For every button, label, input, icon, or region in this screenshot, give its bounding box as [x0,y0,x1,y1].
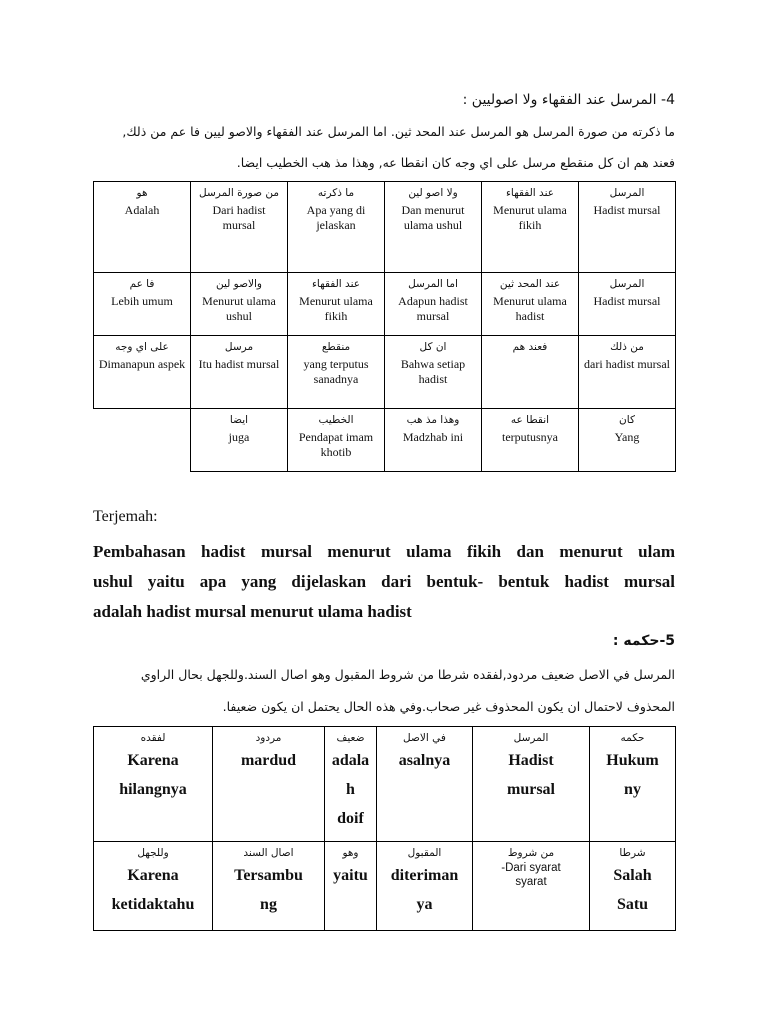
arabic-term: مردود [255,732,282,744]
arabic-term: الخطيب [318,414,354,426]
latin-translation: Hadist mursal [593,294,661,308]
latin-translation: Menurut ulama hadist [493,294,567,323]
table-cell [590,842,676,931]
arabic-term: ولا اصو لين [408,187,458,199]
arabic-term: والاصو لين [215,278,262,290]
latin-translation: Dari syarat- [501,862,561,874]
table-cell [579,182,676,273]
section-4-line-2: فعند هم ان كل منقطع مرسل على اي وجه كان انقطا عه, وهذا مذ هب الخطيب ايضا. [236,155,675,170]
section-5-line-2: المحذوف لاحتمال ان يكون المحذوف غير صحاب.وفي هذه الحال يحتمل ان يكون ضعيفا. [222,699,675,714]
table-cell [94,842,213,931]
vocabulary-table-2 [93,726,676,931]
latin-translation: Yang [614,430,640,444]
arabic-term: منقطع [321,341,351,353]
latin-translation: ng [260,896,277,913]
latin-translation: Adalah [124,203,160,217]
table-cell [213,727,325,842]
translation-paragraph [93,537,675,627]
arabic-term: في الاصل [403,732,446,744]
latin-translation: ya [416,896,433,913]
table-cell [385,182,482,273]
translation-line: adalah hadist mursal menurut ulama hadist [93,602,412,621]
latin-translation: juga [228,430,250,444]
table-cell [288,409,385,472]
latin-translation: Hadist [508,752,554,769]
table-cell [385,409,482,472]
table-cell [94,727,213,842]
table-cell [94,182,191,273]
arabic-term: انقطا عه [510,414,550,426]
latin-translation: Apa yang di jelaskan [306,203,366,232]
arabic-term: من ذلك [610,341,644,353]
latin-translation: adala [331,752,370,769]
translation-title: Terjemah: [93,508,158,525]
latin-translation: syarat [515,876,547,888]
arabic-term: لفقده [140,732,166,744]
arabic-term: من صورة المرسل [199,187,279,199]
latin-translation: dari hadist mursal [584,357,670,371]
arabic-term: عند المحد ثين [499,278,561,290]
table-cell [579,409,676,472]
table-cell [325,727,377,842]
latin-translation: Madzhab ini [402,430,464,444]
table-row [94,727,676,842]
arabic-term: اما المرسل [408,278,458,290]
translation-line: Pembahasan hadist mursal menurut ulama fikih dan menurut ulam [93,542,675,561]
latin-translation: Menurut ulama fikih [493,203,567,232]
arabic-term: فعند هم [512,341,548,353]
latin-translation: diteriman [390,867,459,884]
latin-translation: Salah [613,867,652,884]
latin-translation: doif [337,810,364,827]
latin-translation: terputusnya [502,430,558,444]
latin-translation: Menurut ulama ushul [202,294,276,323]
table-cell [94,336,191,409]
section-4-line-1: ما ذكرته من صورة المرسل هو المرسل عند المحد ثين. اما المرسل عند الفقهاء والاصو ليين فا عم من ذلك, [122,124,675,139]
table-row [94,182,676,273]
table-cell [288,273,385,336]
latin-translation: Karena [127,752,179,769]
arabic-term: عند الفقهاء [312,278,360,290]
arabic-term: على اي وجه [115,341,169,353]
arabic-term: وللجهل [137,847,169,859]
latin-translation: Adapun hadist mursal [398,294,468,323]
table-cell [191,336,288,409]
arabic-term: المرسل [609,187,645,199]
arabic-term: ان كل [419,341,447,353]
table-cell [288,182,385,273]
table-row [94,273,676,336]
arabic-term: المرسل [609,278,645,290]
latin-translation: Dimanapun aspek [98,357,186,371]
latin-translation: Dan menurut ulama ushul [401,203,465,232]
arabic-term: حكمه [620,732,645,744]
table-cell [385,273,482,336]
arabic-term: ايضا [229,414,249,426]
table-cell [288,336,385,409]
table-cell [579,336,676,409]
table-cell [191,273,288,336]
table-cell [473,842,590,931]
table-cell [94,273,191,336]
table-cell [579,273,676,336]
arabic-term: وهو [342,847,359,859]
latin-translation: mursal [507,781,555,798]
latin-translation: Satu [616,896,649,913]
latin-translation: ketidaktahu [111,896,195,913]
latin-translation: yang terputus sanadnya [303,357,369,386]
latin-translation: Itu hadist mursal [198,357,280,371]
latin-translation: Menurut ulama fikih [299,294,373,323]
latin-translation: hilangnya [119,781,187,798]
section-5-heading: 5-حكمه : [612,633,675,649]
arabic-term: عند الفقهاء [506,187,554,199]
arabic-term: كان [619,414,635,426]
latin-translation: h [346,781,355,798]
table-cell [482,336,579,409]
arabic-term: ضعيف [336,732,365,744]
table-row [94,409,676,472]
latin-translation: mardud [240,752,297,769]
table-cell [590,727,676,842]
latin-translation: ny [624,781,641,798]
arabic-term: اصال السند [243,847,294,859]
section-4-heading: 4- المرسل عند الفقهاء ولا اصوليين : [462,92,675,108]
arabic-term: ما ذكرته [317,187,355,199]
table-cell [325,842,377,931]
arabic-term: المرسل [513,732,549,744]
table-cell [482,182,579,273]
latin-translation: Dari hadist mursal [212,203,266,232]
latin-translation: asalnya [398,752,451,769]
table-cell [385,336,482,409]
table-cell [377,842,473,931]
latin-translation: yaitu [333,867,368,884]
latin-translation: Bahwa setiap hadist [400,357,466,386]
section-5-line-1: المرسل في الاصل ضعيف مردود,لفقده شرطا من شروط المقبول وهو اصال السند.وللجهل بحال الراوي [140,667,675,682]
vocabulary-table-1 [93,181,676,472]
latin-translation: Karena [127,867,179,884]
latin-translation: Pendapat imam khotib [298,430,374,459]
arabic-term: من شروط [507,847,555,859]
translation-line: ushul yaitu apa yang dijelaskan dari bentuk- bentuk hadist mursal [93,572,675,591]
table-cell [377,727,473,842]
arabic-term: المقبول [407,847,442,859]
empty-cell [94,409,191,472]
table-cell [191,409,288,472]
arabic-term: شرطا [619,847,646,859]
latin-translation: Hadist mursal [593,203,661,217]
latin-translation: Tersambu [234,867,303,884]
table-row [94,336,676,409]
arabic-term: مرسل [224,341,254,353]
table-cell [482,409,579,472]
arabic-term: هو [136,187,148,199]
table-cell [191,182,288,273]
arabic-term: فا عم [129,278,155,290]
table-cell [473,727,590,842]
table-cell [213,842,325,931]
latin-translation: Hukum [606,752,659,769]
arabic-term: وهذا مذ هب [406,414,460,426]
table-cell [482,273,579,336]
latin-translation: Lebih umum [111,294,173,308]
table-row [94,842,676,931]
